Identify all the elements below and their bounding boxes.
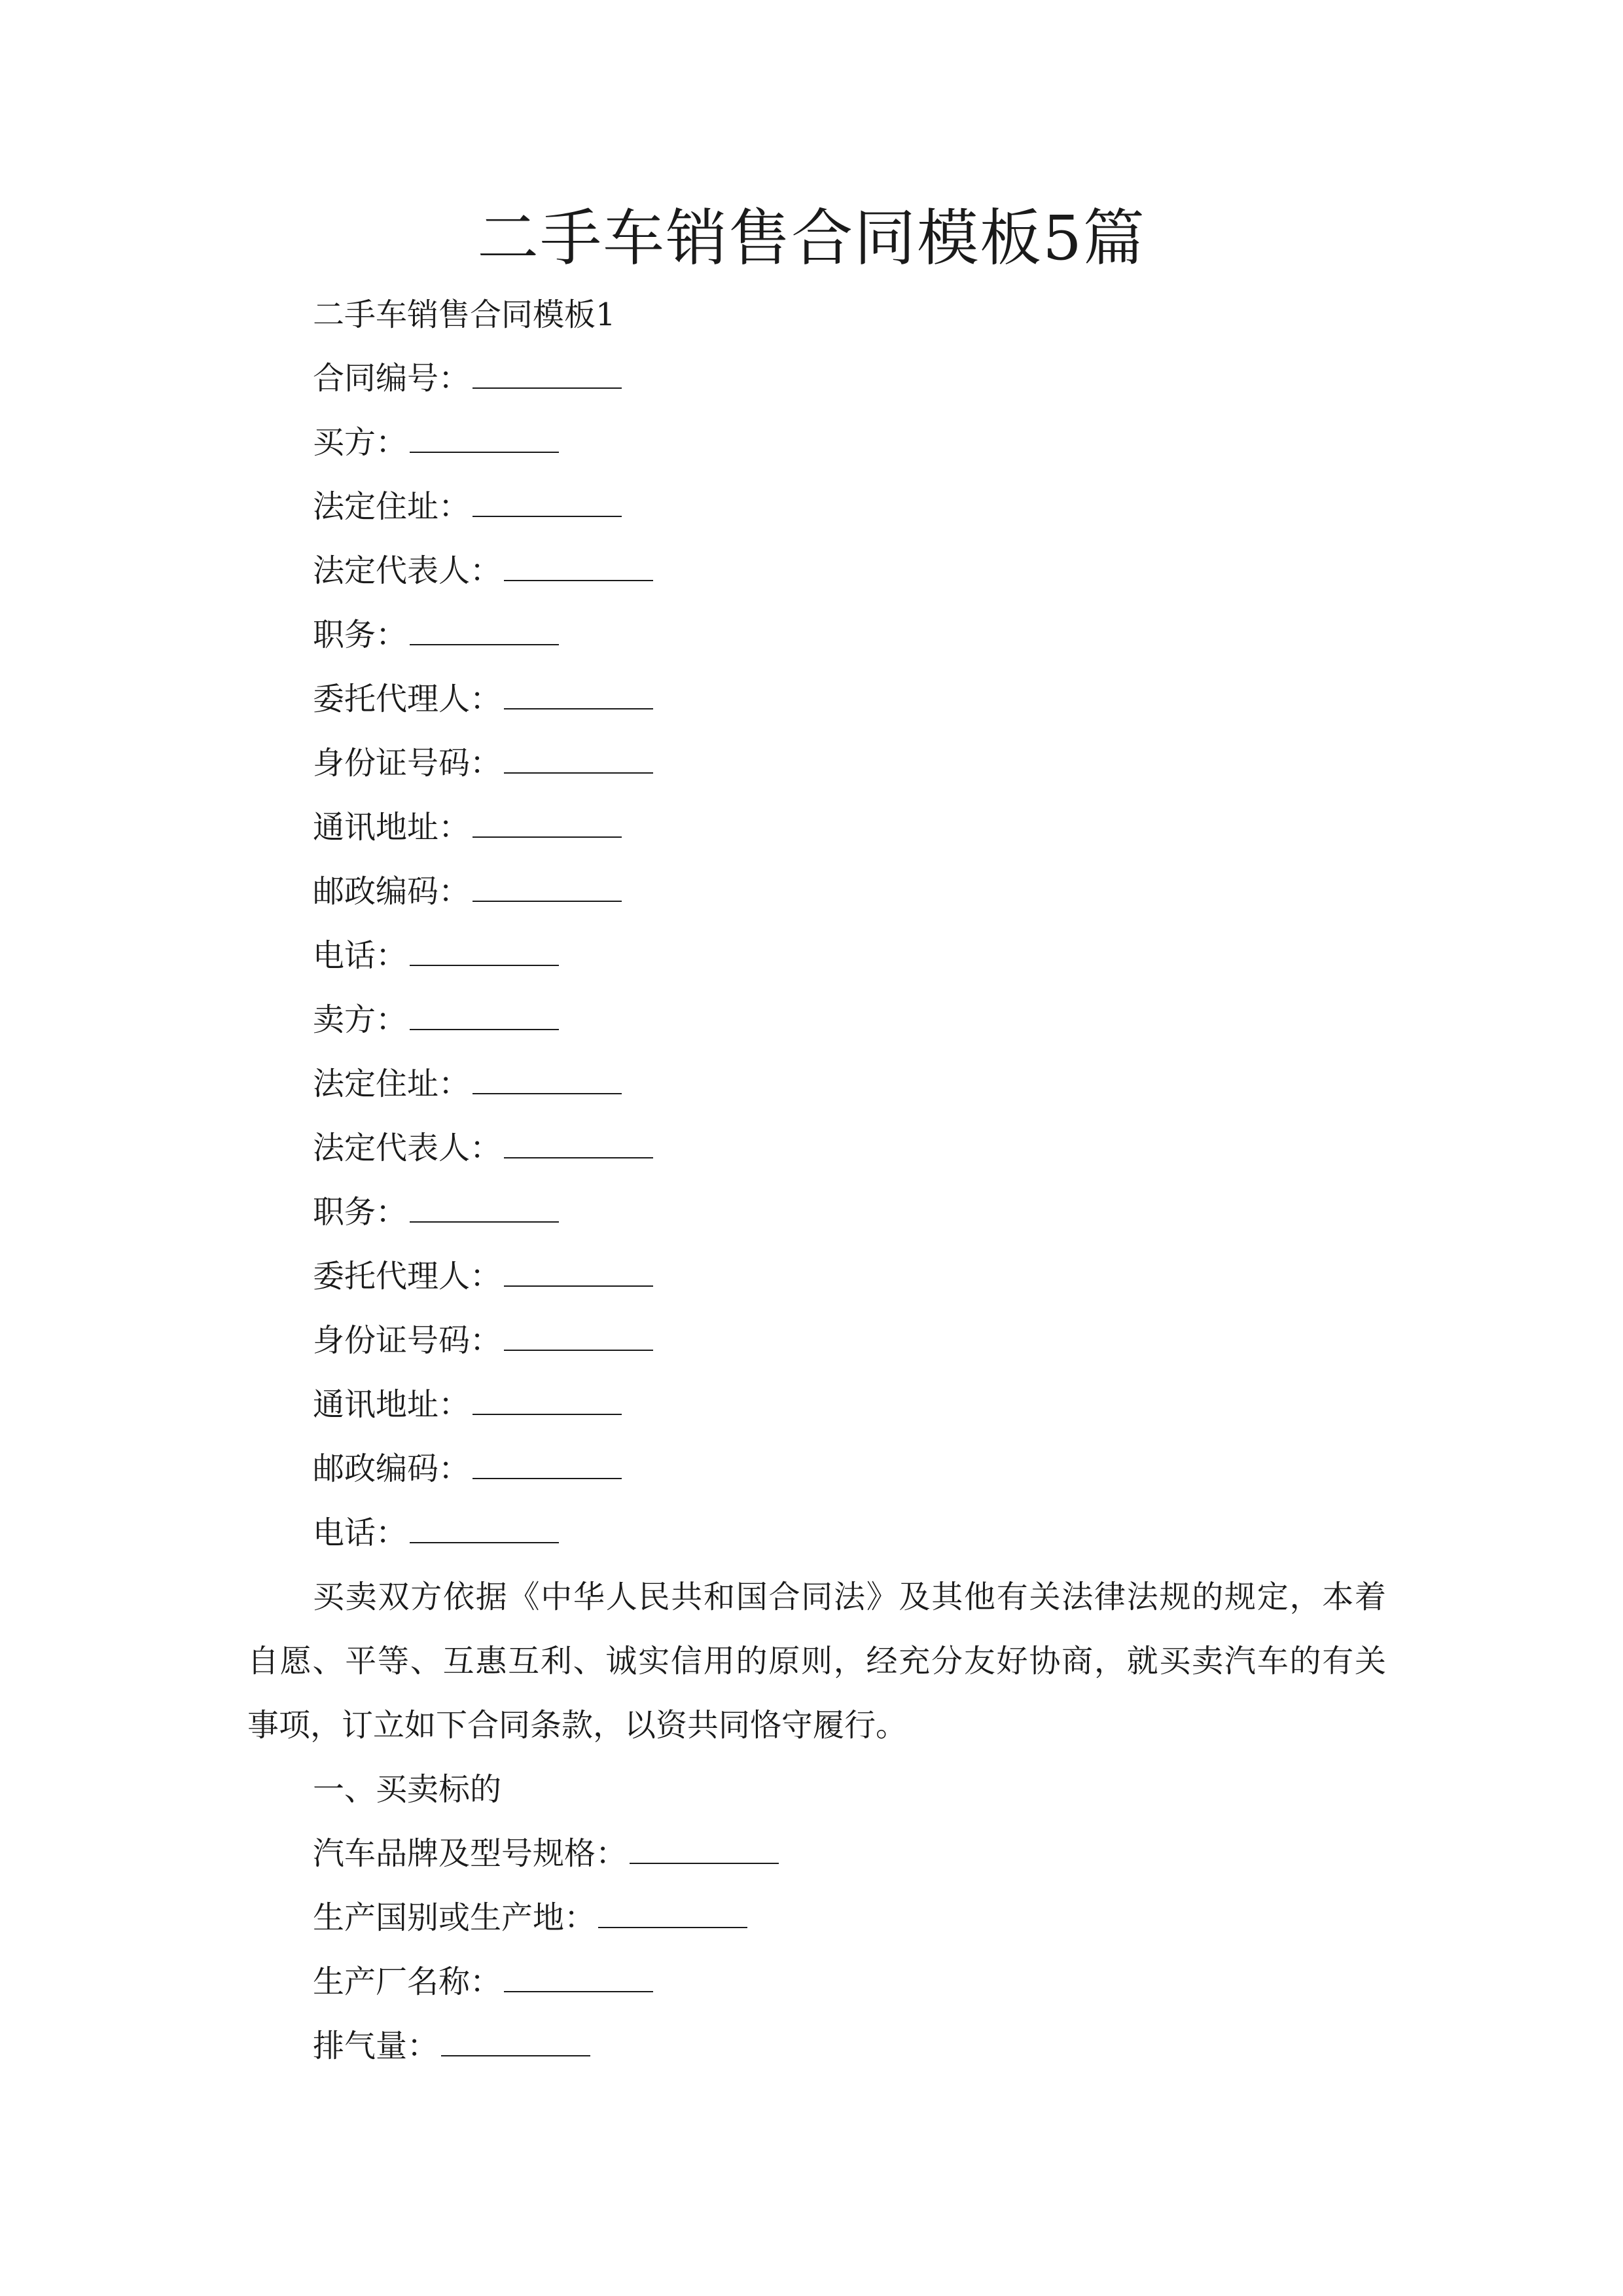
field-label: 职务： [313,1194,408,1230]
field-label: 通讯地址： [313,1386,471,1423]
field-buyer-mailing-address [313,806,622,849]
fill-blank[interactable] [504,679,653,709]
fill-blank[interactable] [410,1513,559,1543]
field-buyer-legal-rep [313,549,653,592]
fill-blank[interactable] [504,1257,653,1287]
fill-blank[interactable] [410,1193,559,1223]
field-seller-legal-rep [313,1126,653,1170]
field-seller-agent [313,1255,653,1298]
field-label: 排气量： [313,2028,439,2064]
document-title: 二手车销售合同模板5篇 [477,203,1146,274]
fill-blank[interactable] [473,872,622,902]
field-displacement [313,2024,590,2068]
field-seller-position [313,1191,559,1234]
field-label: 电话： [313,937,408,974]
preamble-line: 事项，订立如下合同条款，以资共同恪守履行。 [247,1707,908,1744]
field-label: 委托代理人： [313,681,502,717]
field-car-brand-model [313,1832,779,1875]
field-label: 通讯地址： [313,809,471,846]
field-buyer-phone [313,934,559,977]
field-label: 法定代表人： [313,552,502,589]
fill-blank[interactable] [410,1000,559,1030]
field-seller [313,998,559,1041]
field-label: 法定住址： [313,1066,471,1102]
fill-blank[interactable] [473,1385,622,1415]
field-label: 生产厂名称： [313,1964,502,2000]
field-country-of-origin [313,1896,747,1939]
field-label: 职务： [313,617,408,653]
field-label: 买方： [313,424,408,461]
fill-blank[interactable] [441,2026,590,2056]
field-seller-postal-code [313,1447,622,1490]
field-label: 电话： [313,1515,408,1551]
field-label: 身份证号码： [313,1322,502,1359]
field-label: 生产国别或生产地： [313,1899,596,1936]
fill-blank[interactable] [473,359,622,389]
field-seller-address [313,1062,622,1105]
fill-blank[interactable] [504,1128,653,1158]
field-label: 法定住址： [313,488,471,525]
section-heading: 一、买卖标的 [313,1771,502,1808]
fill-blank[interactable] [504,551,653,581]
field-buyer-agent [313,677,653,721]
contract-subtitle: 二手车销售合同模板1 [313,296,616,333]
field-label: 邮政编码： [313,1450,471,1487]
field-label: 身份证号码： [313,745,502,781]
fill-blank[interactable] [598,1898,747,1928]
field-contract-number [313,357,622,400]
field-label: 法定代表人： [313,1130,502,1166]
field-label: 委托代理人： [313,1258,502,1295]
field-seller-phone [313,1511,559,1554]
preamble-line: 自愿、平等、互惠互利、诚实信用的原则，经充分友好协商，就买卖汽车的有关 [247,1643,1386,1679]
field-buyer-postal-code [313,870,622,913]
field-manufacturer [313,1960,653,2003]
preamble-line: 买卖双方依据《中华人民共和国合同法》及其他有关法律法规的规定，本着 [313,1579,1386,1615]
fill-blank[interactable] [630,1834,779,1864]
field-label: 卖方： [313,1001,408,1038]
field-label: 汽车品牌及型号规格： [313,1835,628,1872]
fill-blank[interactable] [410,936,559,966]
fill-blank[interactable] [504,1321,653,1351]
field-buyer-position [313,613,559,656]
field-seller-mailing-address [313,1383,622,1426]
fill-blank[interactable] [504,1962,653,1992]
field-buyer-address [313,485,622,528]
fill-blank[interactable] [473,808,622,838]
field-buyer-id-number [313,742,653,785]
field-label: 邮政编码： [313,873,471,910]
fill-blank[interactable] [410,615,559,645]
preamble-paragraph [247,1575,1386,1768]
fill-blank[interactable] [504,744,653,774]
fill-blank[interactable] [410,423,559,453]
field-buyer [313,421,559,464]
field-label: 合同编号： [313,360,471,397]
fill-blank[interactable] [473,487,622,517]
field-seller-id-number [313,1319,653,1362]
fill-blank[interactable] [473,1449,622,1479]
fill-blank[interactable] [473,1064,622,1094]
